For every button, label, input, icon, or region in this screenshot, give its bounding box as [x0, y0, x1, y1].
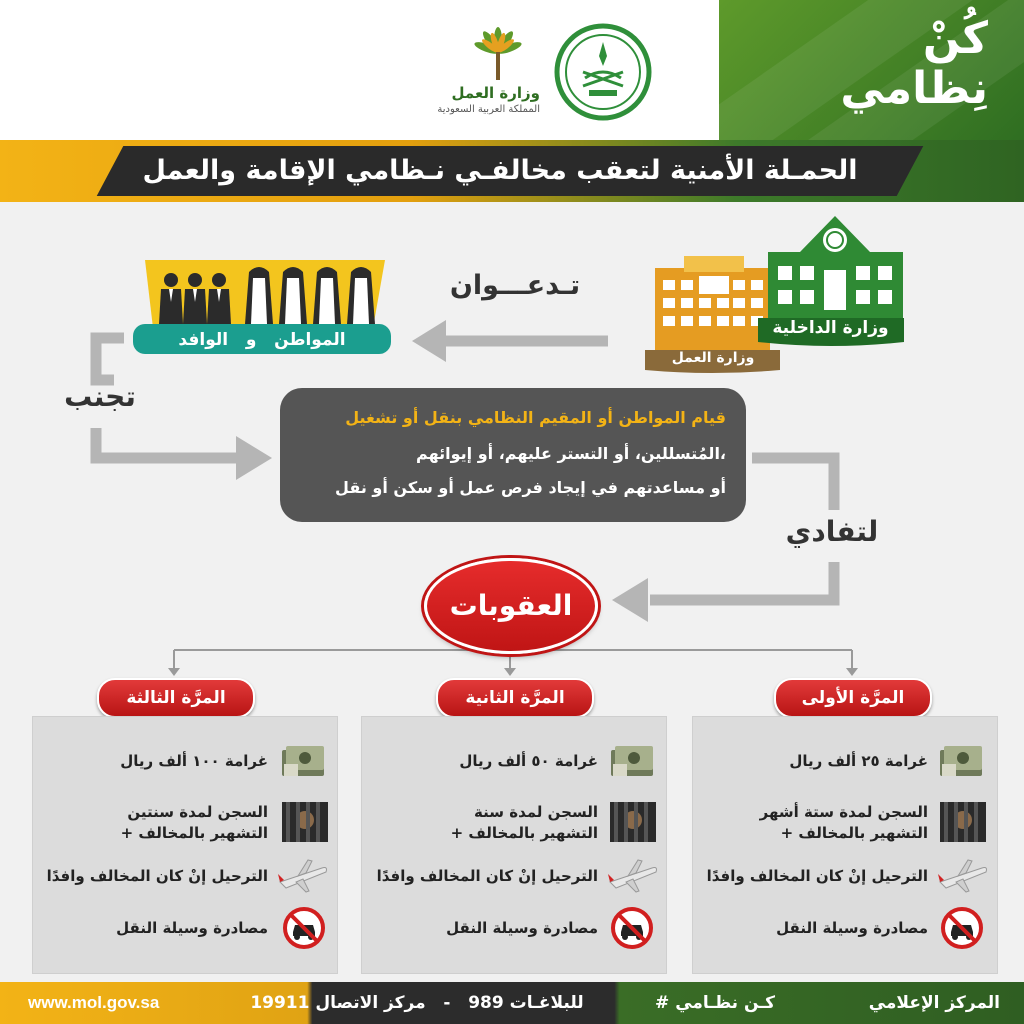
page-title: الحمـلة الأمنية لتعقب مخالفـي نـظامي الإقامة والعمل	[142, 155, 858, 186]
statement-line-1: قيام المواطن أو المقيم النظامي بنقل أو تشغيل	[345, 408, 726, 427]
third-fine: غرامة ١٠٠ ألف ريال	[120, 752, 268, 770]
first-offense-pill: المرَّة الأولى	[774, 678, 932, 718]
third-prison-line-1: السجن لمدة سنتين	[127, 803, 268, 821]
second-prison-line-1: السجن لمدة سنة	[474, 803, 598, 821]
contact-numbers: للبلاغـات 989 - مركز الاتصال 19911	[250, 993, 584, 1013]
second-prison-line-2: + التشهير بالمخالف	[450, 824, 598, 842]
first-prison	[700, 802, 928, 844]
first-prison-line-2: + التشهير بالمخالف	[780, 824, 928, 842]
labor-ministry-subtitle: المملكة العربية السعودية	[437, 104, 540, 115]
second-offense-pill: المرَّة الثانية	[436, 678, 594, 718]
hashtag: # كـن نظـامي	[655, 993, 775, 1013]
interior-ministry-label: وزارة الداخلية	[772, 318, 889, 338]
brand-line-2: نِظامي	[840, 63, 988, 114]
money-icon	[936, 742, 986, 780]
labor-ministry-label: وزارة العمل	[671, 350, 755, 366]
prison-bars-icon	[940, 802, 986, 842]
third-confiscate: مصادرة وسيلة النقل	[116, 919, 268, 937]
penalties-badge	[424, 558, 598, 654]
brand-line-1: كُنْ	[922, 13, 988, 64]
airplane-icon	[276, 858, 328, 894]
airplane-icon	[936, 858, 988, 894]
invite-label: تـدعـــوان	[449, 270, 581, 301]
third-prison	[40, 802, 268, 844]
media-center: المركز الإعلامي	[868, 993, 1000, 1013]
penalties-label: العقوبات	[449, 589, 573, 622]
statement-line-3: أو مساعدتهم في إيجاد فرص عمل أو سكن أو نقل	[335, 478, 726, 497]
labor-ministry-name: وزارة العمل	[451, 84, 540, 102]
first-prison-line-1: السجن لمدة ستة أشهر	[759, 803, 928, 821]
people-label: المواطن و الوافد	[178, 330, 346, 350]
money-icon	[607, 742, 657, 780]
second-fine: غرامة ٥٠ ألف ريال	[459, 752, 598, 770]
avoid-label: تجنب	[64, 380, 136, 413]
no-car-icon	[940, 906, 984, 950]
prison-bars-icon	[610, 802, 656, 842]
third-prison-line-2: + التشهير بالمخالف	[120, 824, 268, 842]
third-deport: الترحيل إنْ كان المخالف وافدًا	[46, 867, 268, 885]
third-offense-pill: المرَّة الثالثة	[97, 678, 255, 718]
first-confiscate: مصادرة وسيلة النقل	[776, 919, 928, 937]
second-prison	[368, 802, 598, 844]
no-car-icon	[610, 906, 654, 950]
first-fine: غرامة ٢٥ ألف ريال	[789, 752, 928, 770]
prevent-label: لتفادي	[785, 515, 879, 548]
first-deport: الترحيل إنْ كان المخالف وافدًا	[706, 867, 928, 885]
second-deport: الترحيل إنْ كان المخالف وافدًا	[376, 867, 598, 885]
money-icon	[278, 742, 328, 780]
no-car-icon	[282, 906, 326, 950]
website-link[interactable]: www.mol.gov.sa	[28, 993, 160, 1012]
airplane-icon	[606, 858, 658, 894]
prison-bars-icon	[282, 802, 328, 842]
statement-box	[280, 388, 746, 522]
statement-line-2: المُتسللين، أو التستر عليهم، أو إيوائهم،	[416, 444, 726, 463]
second-confiscate: مصادرة وسيلة النقل	[446, 919, 598, 937]
